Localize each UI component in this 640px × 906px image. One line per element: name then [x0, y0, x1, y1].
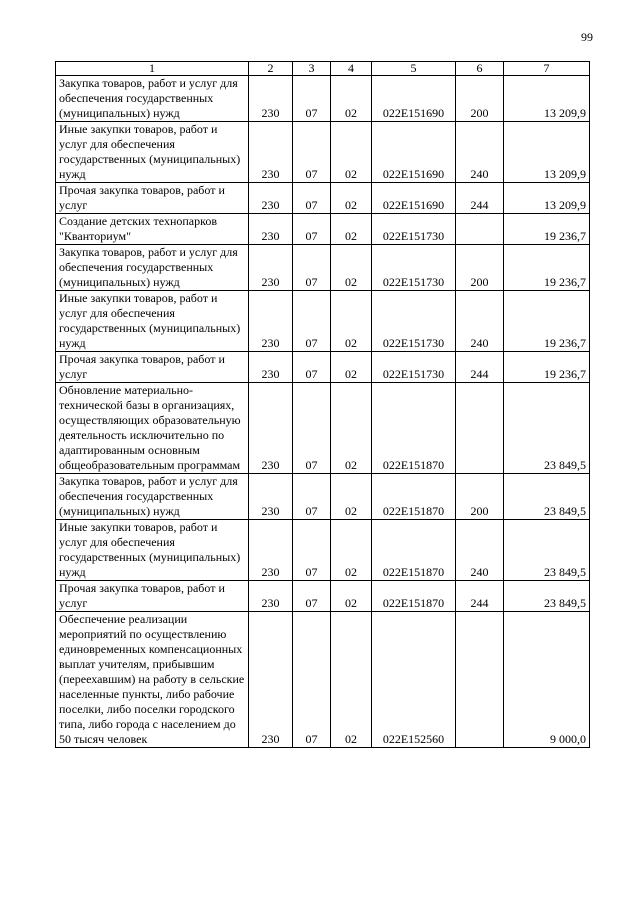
row-amount: 23 849,5	[504, 474, 590, 520]
row-ved-code: 230	[249, 383, 293, 474]
header-col-7: 7	[504, 62, 590, 76]
row-expense-type: 200	[456, 76, 504, 122]
row-ved-code: 230	[249, 352, 293, 383]
row-section-code: 07	[293, 214, 331, 245]
row-expense-type: 240	[456, 520, 504, 581]
row-name: Иные закупки товаров, работ и услуг для обеспечения государственных (муниципальных) нужд	[56, 520, 249, 581]
row-section-code: 07	[293, 291, 331, 352]
row-amount: 19 236,7	[504, 214, 590, 245]
row-ved-code: 230	[249, 214, 293, 245]
row-ved-code: 230	[249, 474, 293, 520]
row-expense-type: 200	[456, 474, 504, 520]
row-amount: 9 000,0	[504, 612, 590, 748]
row-amount: 23 849,5	[504, 383, 590, 474]
row-target-article: 022E151870	[372, 520, 456, 581]
header-col-4: 4	[331, 62, 372, 76]
table-row	[56, 383, 590, 474]
row-subsection-code: 02	[331, 474, 372, 520]
row-section-code: 07	[293, 474, 331, 520]
row-target-article: 022E151730	[372, 291, 456, 352]
row-amount: 23 849,5	[504, 520, 590, 581]
row-target-article: 022E151870	[372, 383, 456, 474]
table-row	[56, 612, 590, 748]
header-col-5: 5	[372, 62, 456, 76]
row-name: Создание детских технопарков "Кванториум"	[56, 214, 249, 245]
row-target-article: 022E151870	[372, 581, 456, 612]
budget-table	[55, 61, 590, 748]
row-ved-code: 230	[249, 520, 293, 581]
row-target-article: 022E151690	[372, 183, 456, 214]
row-section-code: 07	[293, 520, 331, 581]
header-col-6: 6	[456, 62, 504, 76]
row-expense-type: 244	[456, 581, 504, 612]
row-target-article: 022E151730	[372, 245, 456, 291]
row-section-code: 07	[293, 581, 331, 612]
row-section-code: 07	[293, 76, 331, 122]
table-row	[56, 291, 590, 352]
table-row	[56, 76, 590, 122]
row-name: Обновление материально-технической базы в организациях, осуществляющих образовательную деятельность исключительно по адаптированным основным общеобразовательным программам	[56, 383, 249, 474]
row-target-article: 022E151690	[372, 76, 456, 122]
row-name: Прочая закупка товаров, работ и услуг	[56, 183, 249, 214]
row-name: Прочая закупка товаров, работ и услуг	[56, 352, 249, 383]
row-expense-type: 240	[456, 291, 504, 352]
row-subsection-code: 02	[331, 612, 372, 748]
row-target-article: 022E151730	[372, 352, 456, 383]
row-target-article: 022E152560	[372, 612, 456, 748]
row-section-code: 07	[293, 183, 331, 214]
row-amount: 13 209,9	[504, 122, 590, 183]
table-row	[56, 520, 590, 581]
row-amount: 19 236,7	[504, 352, 590, 383]
row-name: Иные закупки товаров, работ и услуг для обеспечения государственных (муниципальных) нужд	[56, 291, 249, 352]
row-section-code: 07	[293, 122, 331, 183]
row-name: Закупка товаров, работ и услуг для обеспечения государственных (муниципальных) нужд	[56, 76, 249, 122]
row-name: Иные закупки товаров, работ и услуг для обеспечения государственных (муниципальных) нужд	[56, 122, 249, 183]
row-amount: 23 849,5	[504, 581, 590, 612]
row-subsection-code: 02	[331, 352, 372, 383]
row-name: Обеспечение реализации мероприятий по осуществлению единовременных компенсационных выплат учителям, прибывшим (переехавшим) на работу в сельские населенные пункты, либо рабочие поселки, либо поселки городского типа, либо города с населением до 50 тысяч человек	[56, 612, 249, 748]
row-section-code: 07	[293, 352, 331, 383]
row-section-code: 07	[293, 383, 331, 474]
table-row	[56, 581, 590, 612]
row-subsection-code: 02	[331, 183, 372, 214]
table-row	[56, 214, 590, 245]
header-col-1: 1	[56, 62, 249, 76]
row-expense-type	[456, 612, 504, 748]
row-ved-code: 230	[249, 581, 293, 612]
row-ved-code: 230	[249, 291, 293, 352]
row-expense-type: 240	[456, 122, 504, 183]
row-name: Закупка товаров, работ и услуг для обеспечения государственных (муниципальных) нужд	[56, 245, 249, 291]
row-target-article: 022E151870	[372, 474, 456, 520]
page-number: 99	[581, 30, 593, 44]
row-amount: 19 236,7	[504, 291, 590, 352]
row-amount: 13 209,9	[504, 183, 590, 214]
header-col-3: 3	[293, 62, 331, 76]
row-subsection-code: 02	[331, 581, 372, 612]
row-ved-code: 230	[249, 612, 293, 748]
table-row	[56, 474, 590, 520]
table-row	[56, 183, 590, 214]
row-subsection-code: 02	[331, 291, 372, 352]
row-target-article: 022E151730	[372, 214, 456, 245]
row-expense-type	[456, 383, 504, 474]
table-row	[56, 245, 590, 291]
row-expense-type	[456, 214, 504, 245]
row-expense-type: 200	[456, 245, 504, 291]
row-ved-code: 230	[249, 245, 293, 291]
row-subsection-code: 02	[331, 520, 372, 581]
row-subsection-code: 02	[331, 245, 372, 291]
row-target-article: 022E151690	[372, 122, 456, 183]
table-row	[56, 352, 590, 383]
row-expense-type: 244	[456, 352, 504, 383]
row-amount: 19 236,7	[504, 245, 590, 291]
row-ved-code: 230	[249, 183, 293, 214]
row-subsection-code: 02	[331, 122, 372, 183]
row-subsection-code: 02	[331, 76, 372, 122]
row-subsection-code: 02	[331, 383, 372, 474]
row-section-code: 07	[293, 612, 331, 748]
row-section-code: 07	[293, 245, 331, 291]
row-expense-type: 244	[456, 183, 504, 214]
row-name: Прочая закупка товаров, работ и услуг	[56, 581, 249, 612]
row-amount: 13 209,9	[504, 76, 590, 122]
row-ved-code: 230	[249, 76, 293, 122]
header-col-2: 2	[249, 62, 293, 76]
header-row	[56, 62, 590, 76]
table-row	[56, 122, 590, 183]
row-subsection-code: 02	[331, 214, 372, 245]
row-ved-code: 230	[249, 122, 293, 183]
row-name: Закупка товаров, работ и услуг для обеспечения государственных (муниципальных) нужд	[56, 474, 249, 520]
